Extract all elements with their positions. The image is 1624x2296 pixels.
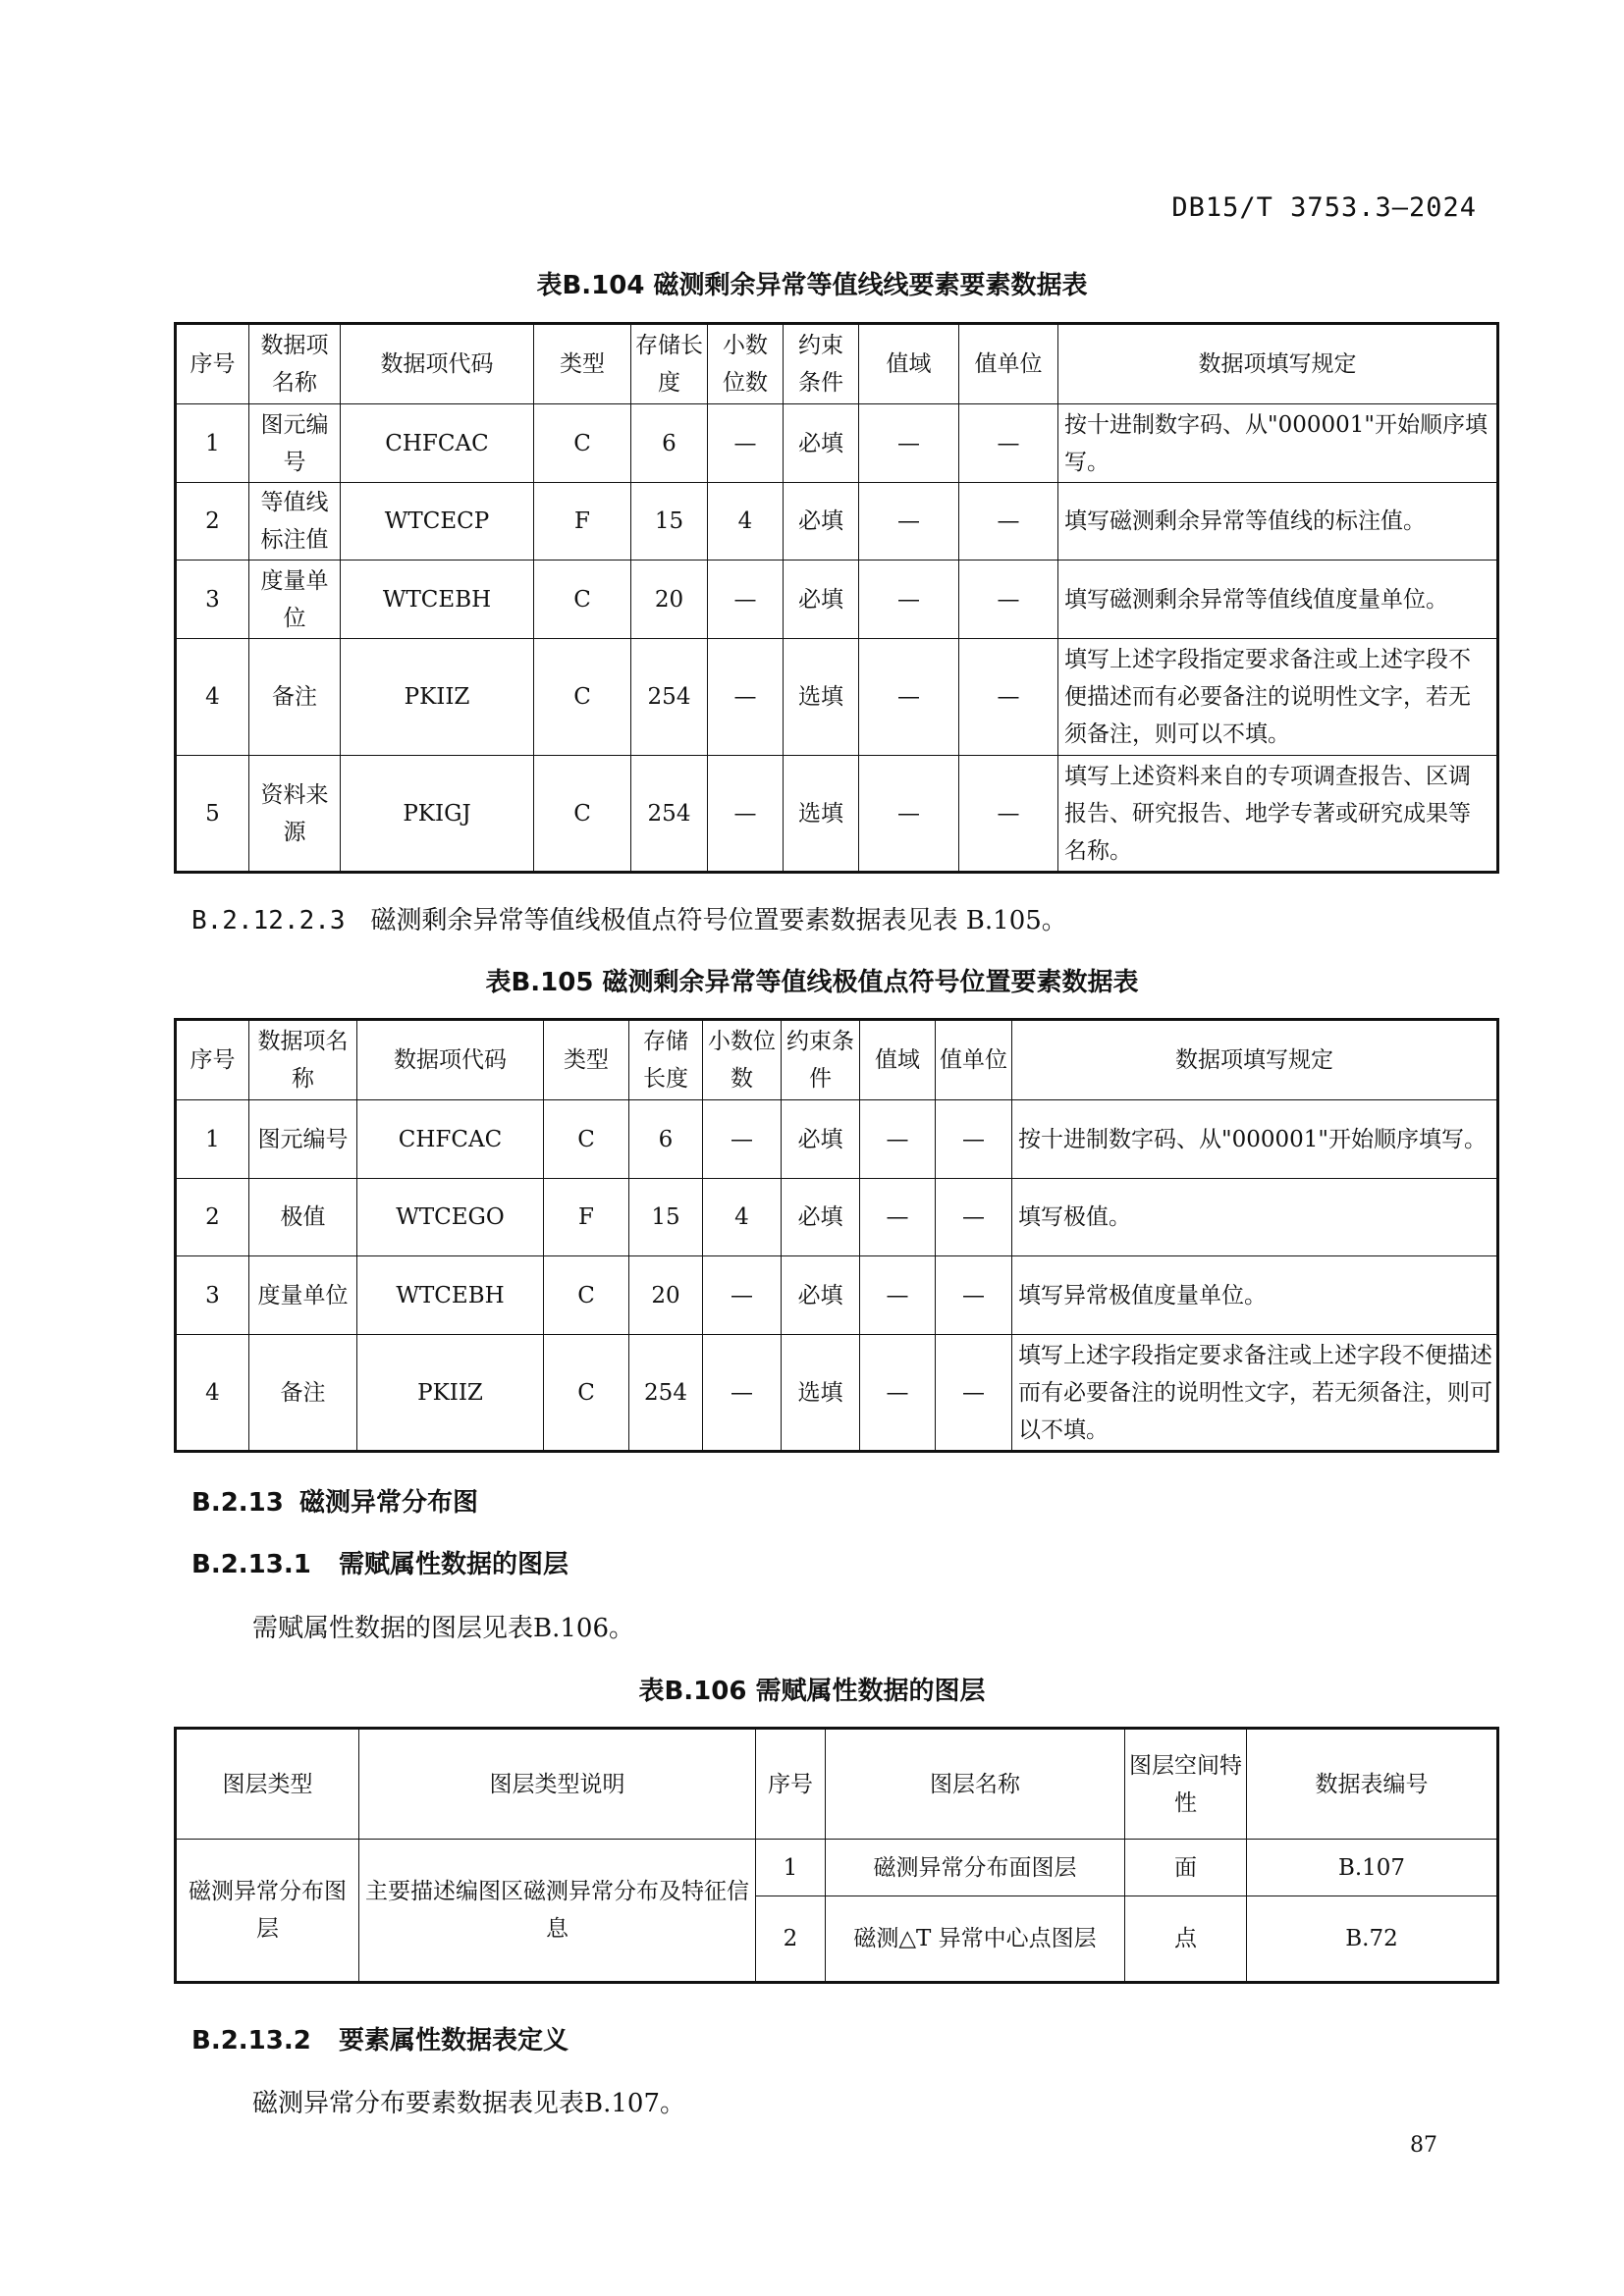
table-cell: — [708,639,784,756]
table-b106 [174,1727,1499,1984]
table-cell: 选填 [784,639,859,756]
header-cell: 序号 [176,324,249,404]
header-cell: 约束条件 [782,1020,860,1100]
table-b104-header-row [176,324,1498,404]
header-cell: 值单位 [936,1020,1012,1100]
header-cell: 图层名称 [826,1729,1125,1840]
table-cell: — [959,639,1058,756]
table-cell: PKIIZ [357,1335,544,1452]
table-cell: B.107 [1247,1840,1498,1896]
table-cell: B.72 [1247,1896,1498,1983]
clause-b-2-12-2-3 [191,900,1067,936]
table-cell: 15 [629,1179,703,1256]
table-cell: — [708,756,784,873]
header-cell: 小数位数 [708,324,784,404]
table-cell: — [703,1335,782,1452]
table-cell: 磁测异常分布面图层 [826,1840,1125,1896]
table-cell: 必填 [782,1100,860,1179]
table-cell: 图元编号 [249,1100,357,1179]
table-cell: — [859,561,959,639]
table-cell: 254 [631,639,708,756]
section-b-2-13-1-body: 需赋属性数据的图层见表B.106。 [252,1614,634,1643]
table-cell: 254 [631,756,708,873]
table-b105-body [176,1100,1498,1452]
header-cell: 数据项代码 [357,1020,544,1100]
table-cell: 3 [176,561,249,639]
header-cell: 数据项填写规定 [1058,324,1498,404]
header-cell: 序号 [176,1020,249,1100]
table-cell: — [959,404,1058,483]
table-cell: — [959,756,1058,873]
table-cell: WTCEGO [357,1179,544,1256]
table-cell: 4 [176,1335,249,1452]
table-cell: F [544,1179,629,1256]
section-b-2-13-2-heading [191,2020,568,2056]
table-row [176,561,1498,639]
header-cell: 数据表编号 [1247,1729,1498,1840]
page-number: 87 [1410,2133,1437,2158]
table-cell: — [959,483,1058,561]
table-cell: WTCECP [341,483,534,561]
table-cell: 2 [756,1896,826,1983]
header-cell: 序号 [756,1729,826,1840]
table-cell: — [859,404,959,483]
table-cell: 3 [176,1256,249,1335]
table-cell: 254 [629,1335,703,1452]
table-cell: PKIIZ [341,639,534,756]
table-b106-caption: 表B.106 需赋属性数据的图层 [638,1677,986,1706]
table-cell: WTCEBH [357,1256,544,1335]
table-cell: C [544,1335,629,1452]
table-cell: PKIGJ [341,756,534,873]
rule-cell: 填写上述资料来自的专项调查报告、区调报告、研究报告、地学专著或研究成果等名称。 [1058,756,1498,873]
table-cell: 2 [176,1179,249,1256]
table-row [176,1256,1498,1335]
section-title: 需赋属性数据的图层 [339,1550,569,1579]
header-cell: 类型 [534,324,631,404]
table-b104-body [176,404,1498,873]
table-cell: 面 [1125,1840,1247,1896]
header-cell: 数据项名称 [249,1020,357,1100]
table-cell: 必填 [782,1179,860,1256]
table-cell: 15 [631,483,708,561]
table-cell: C [544,1100,629,1179]
header-cell: 图层类型 [176,1729,359,1840]
table-cell: — [959,561,1058,639]
section-title: 要素属性数据表定义 [339,2026,569,2056]
table-row [176,404,1498,483]
table-cell: 4 [176,639,249,756]
table-cell: — [859,639,959,756]
table-cell: 必填 [784,404,859,483]
header-cell: 存储长度 [629,1020,703,1100]
table-cell: 图元编号 [249,404,341,483]
table-cell: 选填 [782,1335,860,1452]
table-row [176,639,1498,756]
table-cell: F [534,483,631,561]
section-b-2-13-2-body: 磁测异常分布要素数据表见表B.107。 [252,2089,685,2118]
table-row [176,1840,1498,1896]
table-cell: 必填 [782,1256,860,1335]
rule-cell: 填写极值。 [1012,1179,1498,1256]
table-cell: 等值线标注值 [249,483,341,561]
table-cell: C [534,404,631,483]
table-cell: 2 [176,483,249,561]
table-cell: — [860,1256,936,1335]
rule-cell: 按十进制数字码、从"000001"开始顺序填写。 [1012,1100,1498,1179]
layer-type-cell: 磁测异常分布图层 [176,1840,359,1983]
table-cell: — [936,1335,1012,1452]
clause-text: 磁测剩余异常等值线极值点符号位置要素数据表见表 B.105。 [370,906,1067,935]
header-cell: 图层类型说明 [359,1729,756,1840]
rule-cell: 填写上述字段指定要求备注或上述字段不便描述而有必要备注的说明性文字，若无须备注，则可以不填。 [1058,639,1498,756]
table-row [176,483,1498,561]
table-cell: WTCEBH [341,561,534,639]
table-cell: 1 [176,404,249,483]
section-b-2-13-heading [191,1482,478,1519]
header-cell: 存储长度 [631,324,708,404]
table-b106-header-row [176,1729,1498,1840]
table-cell: 度量单位 [249,1256,357,1335]
table-cell: C [534,561,631,639]
header-cell: 类型 [544,1020,629,1100]
section-title: 磁测异常分布图 [299,1488,479,1518]
table-cell: 20 [631,561,708,639]
header-cell: 数据项代码 [341,324,534,404]
table-cell: 必填 [784,483,859,561]
table-cell: 必填 [784,561,859,639]
header-cell: 数据项填写规定 [1012,1020,1498,1100]
table-b105-caption: 表B.105 磁测剩余异常等值线极值点符号位置要素数据表 [485,968,1139,997]
table-cell: 1 [756,1840,826,1896]
table-cell: — [708,404,784,483]
table-cell: 4 [708,483,784,561]
table-cell: C [534,639,631,756]
table-b104 [174,322,1499,874]
table-cell: — [936,1256,1012,1335]
table-row [176,1335,1498,1452]
table-b105-header-row [176,1020,1498,1100]
table-row [176,756,1498,873]
table-cell: C [544,1256,629,1335]
header-cell: 小数位数 [703,1020,782,1100]
rule-cell: 填写上述字段指定要求备注或上述字段不便描述而有必要备注的说明性文字，若无须备注，则可以不填。 [1012,1335,1498,1452]
table-cell: — [703,1100,782,1179]
table-cell: 20 [629,1256,703,1335]
table-cell: 资料来源 [249,756,341,873]
layer-description-cell: 主要描述编图区磁测异常分布及特征信息 [359,1840,756,1983]
section-number: B.2.13.2 [191,2026,311,2056]
clause-number: B.2.12.2.3 [191,906,346,935]
table-row [176,1179,1498,1256]
table-cell: — [859,756,959,873]
table-cell: — [708,561,784,639]
table-b104-caption: 表B.104 磁测剩余异常等值线线要素要素数据表 [536,271,1088,300]
table-cell: — [936,1100,1012,1179]
table-cell: 备注 [249,639,341,756]
table-cell: — [703,1256,782,1335]
table-cell: 4 [703,1179,782,1256]
rule-cell: 填写磁测剩余异常等值线值度量单位。 [1058,561,1498,639]
rule-cell: 按十进制数字码、从"000001"开始顺序填写。 [1058,404,1498,483]
table-cell: 磁测△T 异常中心点图层 [826,1896,1125,1983]
header-cell: 值单位 [959,324,1058,404]
rule-cell: 填写磁测剩余异常等值线的标注值。 [1058,483,1498,561]
table-b105 [174,1018,1499,1453]
table-cell: — [859,483,959,561]
table-cell: — [860,1179,936,1256]
header-cell: 值域 [859,324,959,404]
table-row [176,1100,1498,1179]
table-cell: — [860,1100,936,1179]
standard-code: DB15/T 3753.3—2024 [1171,192,1477,223]
table-cell: 极值 [249,1179,357,1256]
table-cell: 5 [176,756,249,873]
section-number: B.2.13 [191,1488,284,1518]
table-cell: C [534,756,631,873]
table-cell: 点 [1125,1896,1247,1983]
header-cell: 值域 [860,1020,936,1100]
section-number: B.2.13.1 [191,1550,311,1579]
table-cell: — [936,1179,1012,1256]
header-cell: 图层空间特性 [1125,1729,1247,1840]
table-cell: 6 [629,1100,703,1179]
table-cell: 度量单位 [249,561,341,639]
table-cell: CHFCAC [341,404,534,483]
header-cell: 约束条件 [784,324,859,404]
section-b-2-13-1-heading [191,1544,568,1580]
header-cell: 数据项名称 [249,324,341,404]
table-cell: 备注 [249,1335,357,1452]
table-cell: — [860,1335,936,1452]
table-cell: 1 [176,1100,249,1179]
rule-cell: 填写异常极值度量单位。 [1012,1256,1498,1335]
table-cell: CHFCAC [357,1100,544,1179]
table-cell: 6 [631,404,708,483]
table-cell: 选填 [784,756,859,873]
